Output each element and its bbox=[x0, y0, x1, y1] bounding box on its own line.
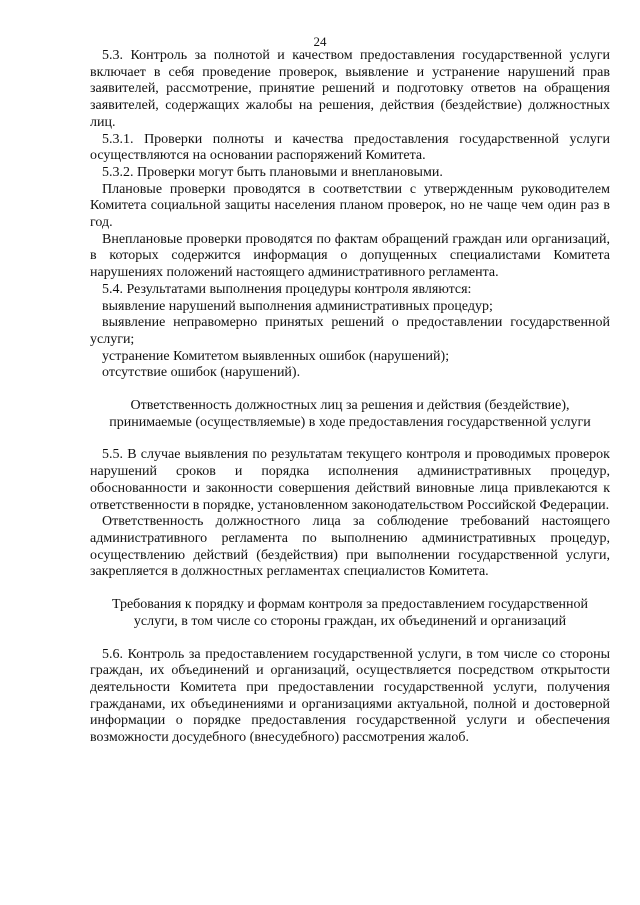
list-item-wrong-decisions: выявление неправомерно принятых решений о предоставлении государственной услуги; bbox=[90, 315, 610, 347]
paragraph-5-3-2: 5.3.2. Проверки могут быть плановыми и внеплановыми. bbox=[102, 164, 443, 180]
section-heading-control-requirements: Требования к порядку и формам контроля за предоставлением государственной услуги, в том числе со стороны граждан, их объединений и организаций bbox=[111, 597, 589, 629]
paragraph-5-5: 5.5. В случае выявления по результатам текущего контроля и проводимых проверок нарушений сроков и порядка исполнения административных процедур, обоснованности и законности совершения действий виновные лица привлекаются к ответственности в порядке, установленном законодательством Российской Федерации. bbox=[90, 447, 610, 513]
list-item-procedure-violations: выявление нарушений выполнения административных процедур; bbox=[102, 298, 493, 314]
list-item-error-correction: устранение Комитетом выявленных ошибок (нарушений); bbox=[102, 348, 450, 364]
paragraph-5-6: 5.6. Контроль за предоставлением государственной услуги, в том числе со стороны граждан, их объединений и организаций, осуществляется посредством открытости деятельности Комитета при предоставлении государственной услуги, получения гражданами, их объединениями и организациями актуальной, полной и достоверной информации о порядке предоставления государственной услуги и обеспечения возможности досудебного (внесудебного) рассмотрения жалоб. bbox=[90, 646, 610, 746]
paragraph-unplanned-checks: Внеплановые проверки проводятся по фактам обращений граждан или организаций, в которых содержится информация о допущенных специалистами Комитета нарушениях положений настоящего административного регламента. bbox=[90, 231, 610, 281]
list-item-no-errors: отсутствие ошибок (нарушений). bbox=[102, 365, 301, 381]
paragraph-5-3: 5.3. Контроль за полнотой и качеством предоставления государственной услуги включает в себя проведение проверок, выявление и устранение нарушений прав заявителей, рассмотрение, принятие решений и подготовку ответов на обращения заявителей, содержащих жалобы на решения, действия (бездействие) должностных лиц. bbox=[90, 48, 610, 130]
document-body bbox=[90, 48, 610, 747]
paragraph-planned-checks: Плановые проверки проводятся в соответствии с утвержденным руководителем Комитета социальной защиты населения планом проверок, но не чаще чем один раз в год. bbox=[90, 181, 610, 231]
paragraph-5-4: 5.4. Результатами выполнения процедуры контроля являются: bbox=[102, 281, 472, 297]
section-heading-responsibility: Ответственность должностных лиц за решения и действия (бездействие), принимаемые (осуществляемые) в ходе предоставления государственной услуги bbox=[109, 398, 591, 430]
paragraph-official-responsibility: Ответственность должностного лица за соблюдение требований настоящего административного регламента по выполнению административных процедур, осуществлению действий (бездействия) при выполнении государственной услуги, закрепляется в должностных регламентах специалистов Комитета. bbox=[90, 514, 610, 580]
paragraph-5-3-1: 5.3.1. Проверки полноты и качества предоставления государственной услуги осуществляются на основании распоряжений Комитета. bbox=[90, 131, 610, 164]
page-number: 24 bbox=[313, 34, 327, 49]
